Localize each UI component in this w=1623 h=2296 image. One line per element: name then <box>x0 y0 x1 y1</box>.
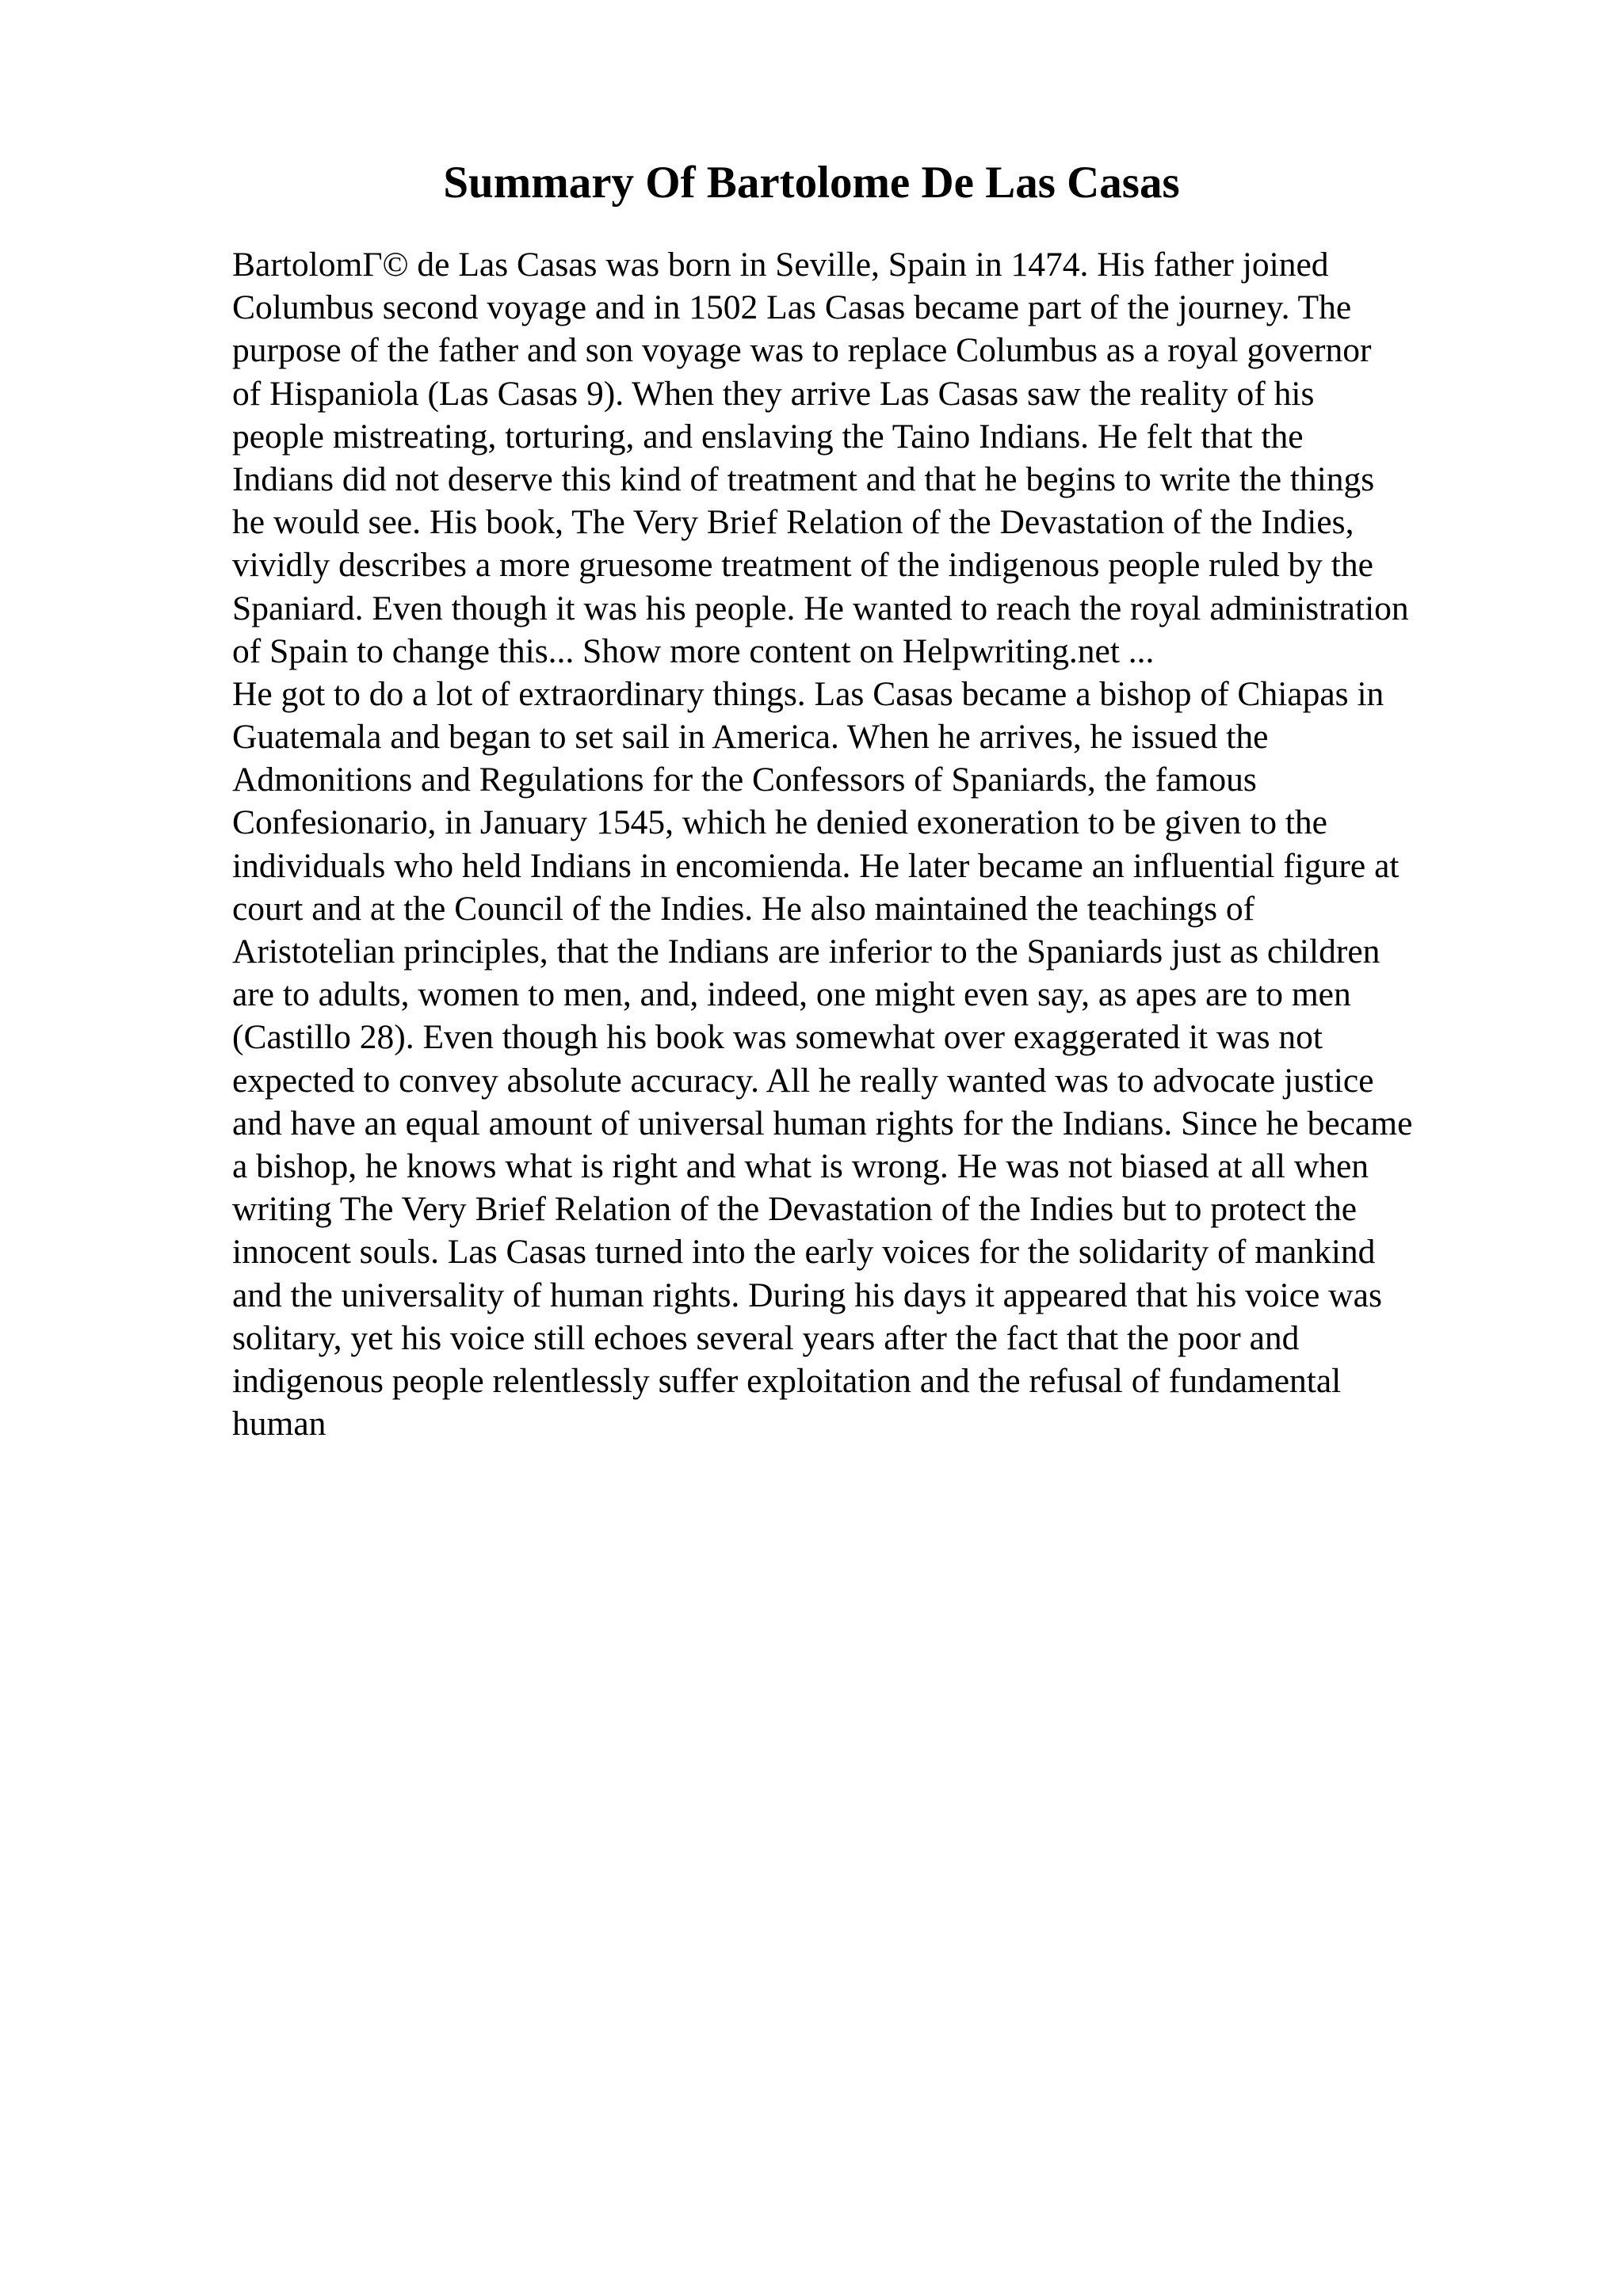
body-line: writing The Very Brief Relation of the Devastation of the Indies but to protect the <box>232 1190 1358 1229</box>
body-line: are to adults, women to men, and, indeed, one might even say, as apes are to men <box>232 975 1351 1014</box>
body-line: court and at the Council of the Indies. He also maintained the teachings of <box>232 889 1255 928</box>
body-line: of Spain to change this... Show more content on Helpwriting.net ... <box>232 631 1155 670</box>
body-line: He got to do a lot of extraordinary things. Las Casas became a bishop of Chiapas in <box>232 674 1384 713</box>
body-line: he would see. His book, The Very Brief Relation of the Devastation of the Indies, <box>232 503 1354 542</box>
body-line: Confesionario, in January 1545, which he denied exoneration to be given to the <box>232 803 1327 842</box>
body-line: a bishop, he knows what is right and what is wrong. He was not biased at all when <box>232 1146 1369 1185</box>
body-line: Indians did not deserve this kind of treatment and that he begins to write the things <box>232 460 1375 498</box>
body-line: human <box>232 1405 327 1444</box>
body-line: and the universality of human rights. During his days it appeared that his voice was <box>232 1276 1382 1314</box>
document-title: Summary Of Bartolome De Las Casas <box>443 158 1180 208</box>
body-line: solitary, yet his voice still echoes several years after the fact that the poor and <box>232 1318 1300 1357</box>
body-line: expected to convey absolute accuracy. All he really wanted was to advocate justice <box>232 1061 1374 1100</box>
body-line: Aristotelian principles, that the Indians are inferior to the Spaniards just as children <box>232 933 1381 971</box>
body-line: indigenous people relentlessly suffer exploitation and the refusal of fundamental <box>232 1361 1342 1400</box>
body-line: and have an equal amount of universal human rights for the Indians. Since he became <box>232 1104 1413 1142</box>
body-line: BartolomГ© de Las Casas was born in Seville, Spain in 1474. His father joined <box>232 246 1329 284</box>
document-body <box>232 243 1516 1445</box>
body-line: Admonitions and Regulations for the Confessors of Spaniards, the famous <box>232 761 1257 799</box>
body-line: vividly describes a more gruesome treatment of the indigenous people ruled by the <box>232 546 1373 585</box>
body-line: purpose of the father and son voyage was to replace Columbus as a royal governor <box>232 331 1372 370</box>
body-line: (Castillo 28). Even though his book was somewhat over exaggerated it was not <box>232 1018 1323 1057</box>
body-line: of Hispaniola (Las Casas 9). When they arrive Las Casas saw the reality of his <box>232 374 1315 413</box>
body-line: Spaniard. Even though it was his people. He wanted to reach the royal administration <box>232 589 1409 627</box>
body-line: people mistreating, torturing, and enslaving the Taino Indians. He felt that the <box>232 417 1304 456</box>
body-line: Guatemala and began to set sail in America. When he arrives, he issued the <box>232 718 1269 757</box>
body-line: innocent souls. Las Casas turned into the early voices for the solidarity of mankind <box>232 1233 1376 1272</box>
body-line: Columbus second voyage and in 1502 Las Casas became part of the journey. The <box>232 288 1352 327</box>
body-line: individuals who held Indians in encomienda. He later became an influential figure at <box>232 846 1400 885</box>
